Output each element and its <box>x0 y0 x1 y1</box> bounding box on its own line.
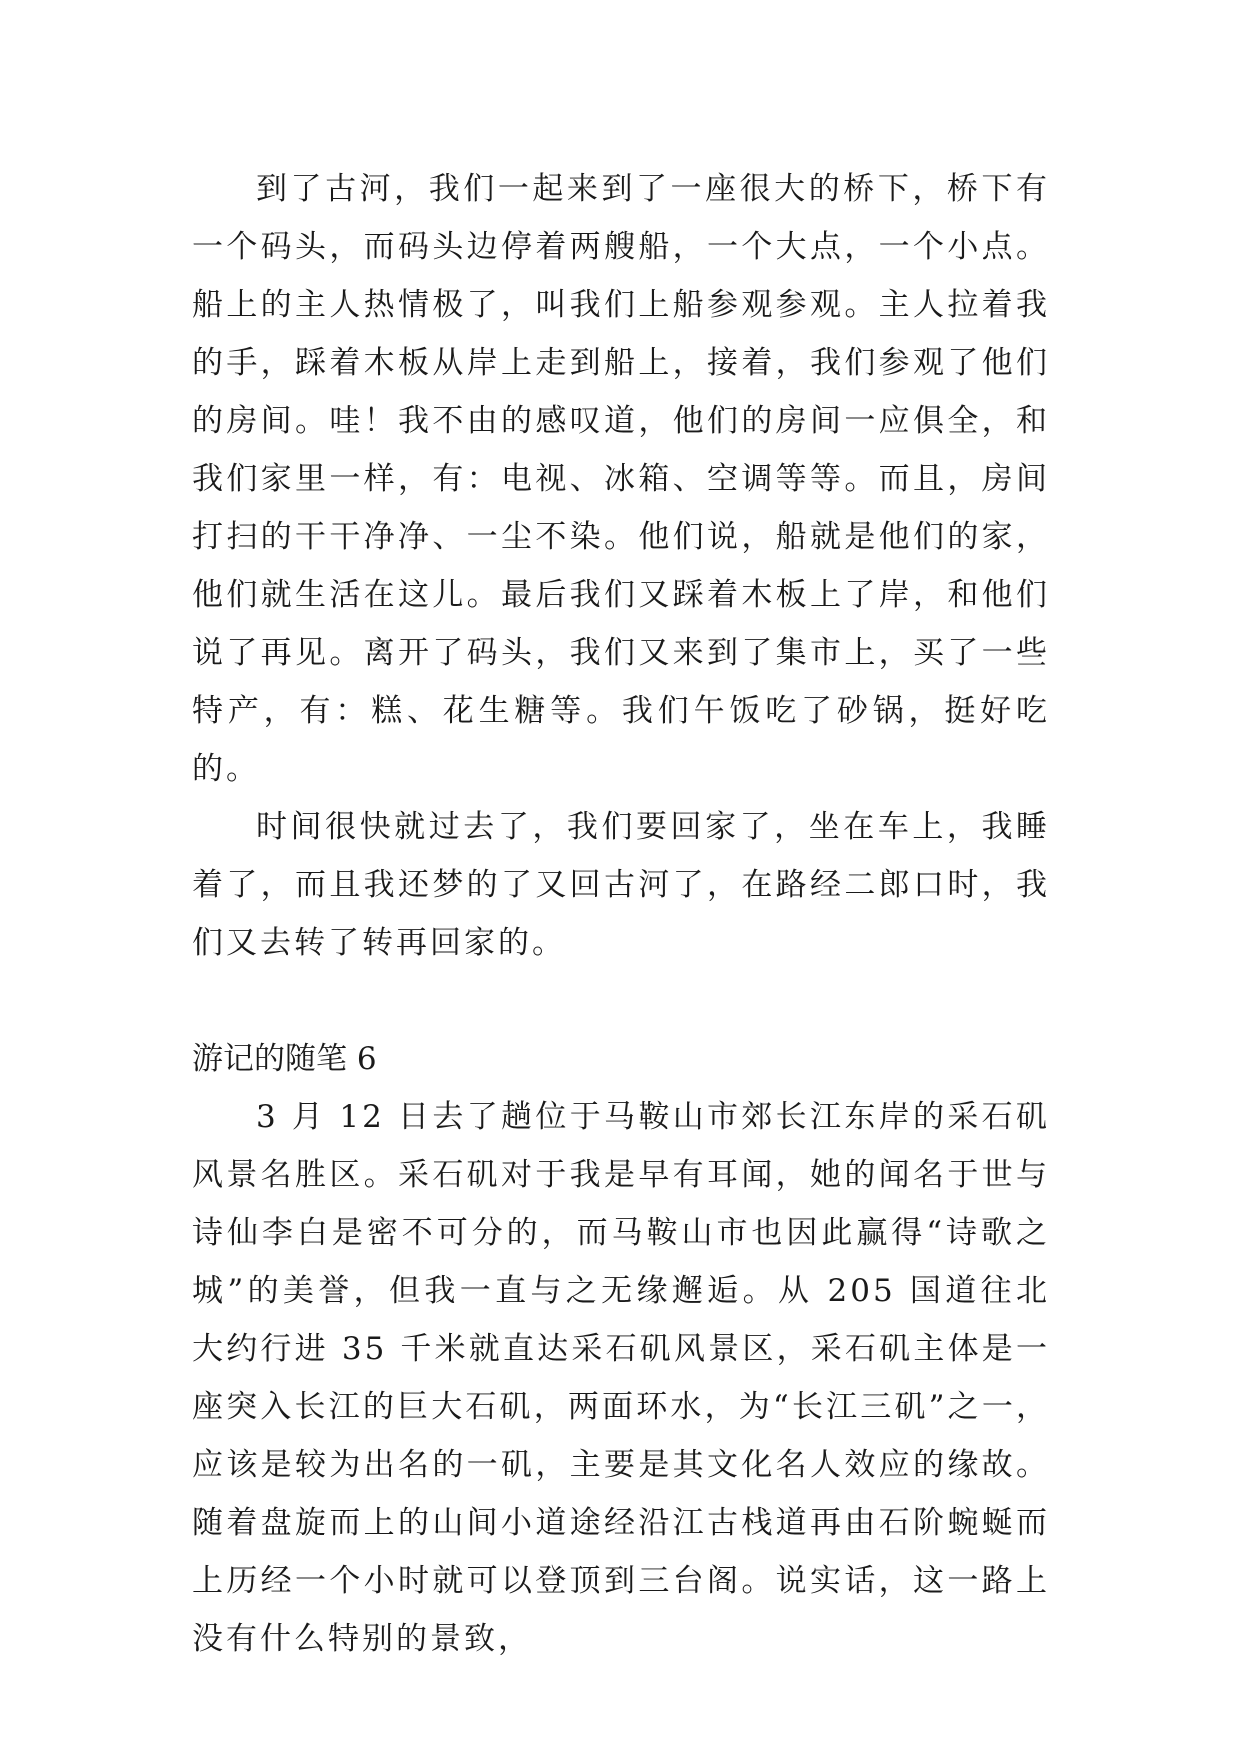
paragraph: 时间很快就过去了，我们要回家了，坐在车上，我睡着了，而且我还梦的了又回古河了，在路经二郎口时，我们又去转了转再回家的。 <box>192 809 1050 961</box>
paragraph: 到了古河，我们一起来到了一座很大的桥下，桥下有一个码头，而码头边停着两艘船，一个大点，一个小点。船上的主人热情极了，叫我们上船参观参观。主人拉着我的手，踩着木板从岸上走到船上，接着，我们参观了他们的房间。哇！我不由的感叹道，他们的房间一应俱全，和我们家里一样，有：电视、冰箱、空调等等。而且，房间打扫的干干净净、一尘不染。他们说，船就是他们的家，他们就生活在这儿。最后我们又踩着木板上了岸，和他们说了再见。离开了码头，我们又来到了集市上，买了一些特产，有：糕、花生糖等。我们午饭吃了砂锅，挺好吃的。 <box>192 171 1050 787</box>
section-heading: 游记的随笔 6 <box>192 1041 377 1077</box>
document-body <box>192 160 1050 1668</box>
paragraph: 3 月 12 日去了趟位于马鞍山市郊长江东岸的采石矶风景名胜区。采石矶对于我是早有耳闻，她的闻名于世与诗仙李白是密不可分的，而马鞍山市也因此赢得“诗歌之城”的美誉，但我一直与之无缘邂逅。从 205 国道往北大约行进 35 千米就直达采石矶风景区，采石矶主体是一座突入长江的巨大石矶，两面环水，为“长江三矶”之一，应该是较为出名的一矶，主要是其文化名人效应的缘故。随着盘旋而上的山间小道途经沿江古栈道再由石阶蜿蜒而上历经一个小时就可以登顶到三台阁。说实话，这一路上没有什么特别的景致， <box>192 1099 1050 1657</box>
